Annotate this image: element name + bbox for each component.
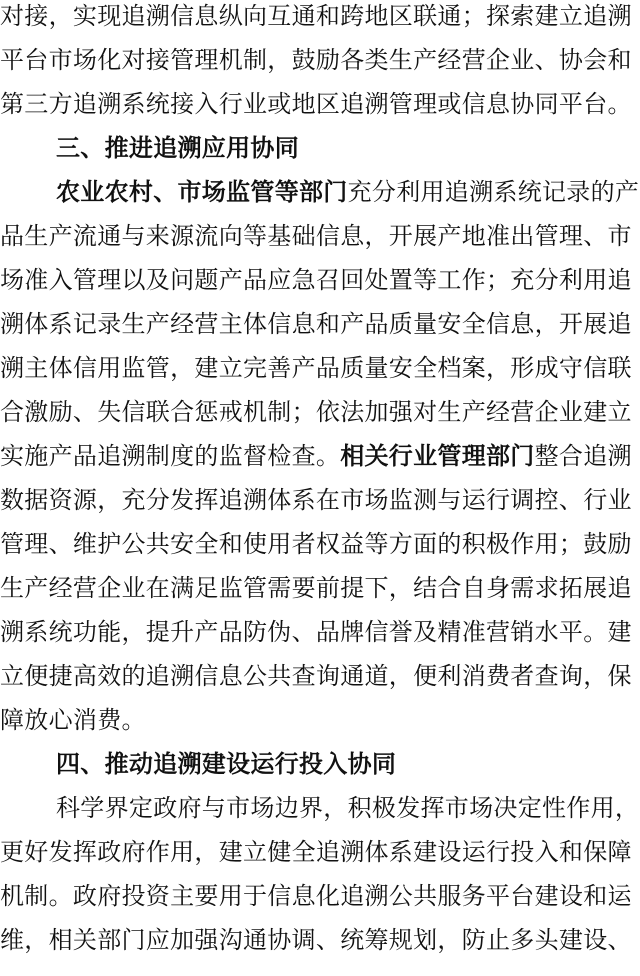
- paragraph-line: 溯系统功能，提升产品防伪、品牌信誉及精准营销水平。建: [0, 618, 632, 646]
- paragraph-line: 数据资源，充分发挥追溯体系在市场监测与运行调控、行业: [0, 486, 632, 514]
- paragraph-line: 更好发挥政府作用，建立健全追溯体系建设运行投入和保障: [0, 838, 632, 866]
- paragraph-text: 整合追溯: [534, 442, 632, 470]
- paragraph-line: 立便捷高效的追溯信息公共查询通道，便利消费者查询，保: [0, 662, 632, 690]
- paragraph-line: [56, 170, 639, 214]
- bold-phrase-agri-market: 农业农村、市场监管等部门: [56, 178, 348, 206]
- paragraph-line: 生产经营企业在满足监管需要前提下，结合自身需求拓展追: [0, 574, 632, 602]
- paragraph-line: 维，相关部门应加强沟通协调、统筹规划，防止多头建设、: [0, 926, 632, 954]
- paragraph-line: 品生产流通与来源流向等基础信息，开展产地准出管理、市: [0, 222, 632, 250]
- section-heading-3: 三、推进追溯应用协同: [56, 134, 299, 162]
- section-heading-4: 四、推动追溯建设运行投入协同: [56, 750, 397, 778]
- paragraph-line: 障放心消费。: [0, 706, 146, 734]
- paragraph-line: [0, 434, 632, 478]
- bold-phrase-industry-depts: 相关行业管理部门: [340, 442, 535, 470]
- paragraph-line: 第三方追溯系统接入行业或地区追溯管理或信息协同平台。: [0, 90, 632, 118]
- paragraph-line: 对接，实现追溯信息纵向互通和跨地区联通；探索建立追溯: [0, 2, 632, 30]
- paragraph-line: 管理、维护公共安全和使用者权益等方面的积极作用；鼓励: [0, 530, 632, 558]
- paragraph-line: 科学界定政府与市场边界，积极发挥市场决定性作用，: [56, 794, 640, 822]
- paragraph-line: 溯体系记录生产经营主体信息和产品质量安全信息，开展追: [0, 310, 632, 338]
- paragraph-line: 平台市场化对接管理机制，鼓励各类生产经营企业、协会和: [0, 46, 632, 74]
- paragraph-line: 合激励、失信联合惩戒机制；依法加强对生产经营企业建立: [0, 398, 632, 426]
- paragraph-line: 机制。政府投资主要用于信息化追溯公共服务平台建设和运: [0, 882, 632, 910]
- paragraph-text: 实施产品追溯制度的监督检查。: [0, 442, 341, 470]
- paragraph-line: 场准入管理以及问题产品应急召回处置等工作；充分利用追: [0, 266, 632, 294]
- paragraph-text: 充分利用追溯系统记录的产: [347, 178, 640, 206]
- paragraph-line: 溯主体信用监管，建立完善产品质量安全档案，形成守信联: [0, 354, 632, 382]
